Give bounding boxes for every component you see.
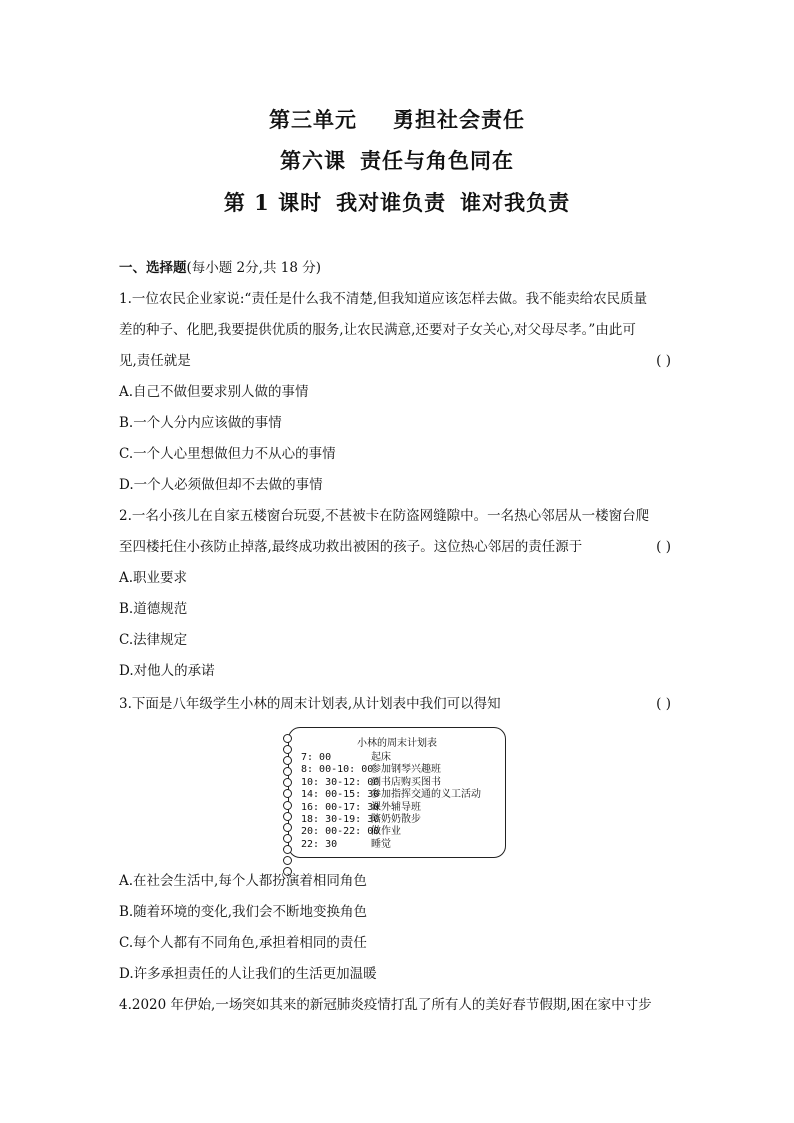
schedule-activity: 起床 (371, 752, 391, 763)
lesson-number: 第六课 (280, 148, 346, 173)
period-name-b: 谁对我负责 (460, 190, 571, 215)
schedule-time: 18: 30-19: 30 (301, 814, 380, 826)
q1-option-b: B.一个人分内应该做的事情 (119, 415, 282, 431)
question-1 (119, 284, 675, 501)
spiral-ring-icon (283, 856, 292, 865)
spiral-ring-icon (283, 801, 292, 810)
q1-option-a: A.自己不做但要求别人做的事情 (119, 384, 309, 400)
schedule-row (301, 777, 481, 789)
period-name-a: 我对谁负责 (336, 190, 447, 215)
lesson-title (0, 145, 794, 175)
schedule-time: 7: 00 (301, 752, 332, 763)
schedule-row (301, 839, 481, 851)
schedule-row (301, 826, 481, 838)
schedule-activity: 睡觉 (371, 838, 391, 850)
schedule-activity: 做作业 (371, 826, 401, 838)
period-title (0, 187, 794, 217)
section-heading (119, 256, 321, 276)
question-2 (119, 501, 675, 687)
question-3 (119, 689, 675, 720)
period-number: 第 1 课时 (223, 190, 323, 215)
schedule-time: 20: 00-22: 00 (301, 826, 380, 838)
notebook-spiral (283, 734, 293, 878)
schedule-activity: 陪奶奶散步 (371, 814, 421, 826)
q3-stem-line-1: 3.下面是八年级学生小林的周末计划表,从计划表中我们可以得知 (119, 696, 501, 712)
unit-number: 第三单元 (269, 107, 357, 132)
q3-option-d: D.许多承担责任的人让我们的生活更加温暖 (119, 966, 377, 982)
q2-option-b: B.道德规范 (119, 601, 188, 617)
spiral-ring-icon (283, 778, 292, 787)
spiral-ring-icon (283, 834, 292, 843)
schedule-time: 14: 00-15: 30 (301, 789, 380, 801)
question-3-options (119, 866, 675, 1021)
schedule-activity: 参加指挥交通的义工活动 (371, 789, 481, 801)
spiral-ring-icon (283, 789, 292, 798)
schedule-title: 小林的周末计划表 (357, 738, 437, 749)
schedule-rows (301, 752, 481, 851)
schedule-time: 16: 00-17: 30 (301, 801, 380, 813)
q1-stem-line-2: 差的种子、化肥,我要提供优质的服务,让农民满意,还要对子女关心,对父母尽孝。”由此可 (119, 322, 636, 338)
spiral-ring-icon (283, 812, 292, 821)
schedule-activity: 参加钢琴兴趣班 (371, 764, 441, 776)
spiral-ring-icon (283, 767, 292, 776)
schedule-row (301, 752, 481, 764)
q3-answer-blank: ( ) (656, 696, 671, 712)
section-note: (每小题 2分,共 18 分) (186, 260, 321, 276)
unit-title (0, 104, 794, 134)
q3-option-b: B.随着环境的变化,我们会不断地变换角色 (119, 904, 368, 920)
spiral-ring-icon (283, 845, 292, 854)
q2-answer-blank: ( ) (656, 539, 671, 555)
q2-stem-line-2: 至四楼托住小孩防止掉落,最终成功救出被困的孩子。这位热心邻居的责任源于 (119, 539, 583, 555)
q1-option-c: C.一个人心里想做但力不从心的事情 (119, 446, 336, 462)
q2-option-c: C.法律规定 (119, 632, 188, 648)
schedule-time: 10: 30-12: 00 (301, 776, 380, 788)
schedule-row (301, 802, 481, 814)
q3-option-a: A.在社会生活中,每个人都扮演着相同角色 (119, 873, 367, 889)
q2-stem-line-1: 2.一名小孩儿在自家五楼窗台玩耍,不甚被卡在防盗网缝隙中。一名热心邻居从一楼窗台爬 (119, 508, 650, 524)
q1-option-d: D.一个人必须做但却不去做的事情 (119, 477, 323, 493)
q2-option-a: A.职业要求 (119, 570, 188, 586)
schedule-activity: 课外辅导班 (371, 801, 421, 813)
unit-name: 勇担社会责任 (393, 107, 525, 132)
q1-stem-line-3: 见,责任就是 (119, 353, 191, 369)
q1-stem-line-1: 1.一位农民企业家说:“责任是什么我不清楚,但我知道应该怎样去做。我不能卖给农民质量 (119, 291, 648, 307)
schedule-activity: 到书店购买图书 (371, 776, 441, 788)
weekend-schedule-card (288, 727, 506, 858)
section-label: 一、选择题 (119, 260, 187, 276)
schedule-row (301, 814, 481, 826)
schedule-time: 22: 30 (301, 838, 338, 850)
schedule-row (301, 789, 481, 801)
lesson-name: 责任与角色同在 (360, 148, 514, 173)
q4-stem-line-1: 4.2020 年伊始,一场突如其来的新冠肺炎疫情打乱了所有人的美好春节假期,困在家中寸步 (119, 997, 652, 1013)
spiral-ring-icon (283, 823, 292, 832)
q3-option-c: C.每个人都有不同角色,承担着相同的责任 (119, 935, 367, 951)
schedule-time: 8: 00-10: 00 (301, 764, 374, 776)
schedule-row (301, 764, 481, 776)
q2-option-d: D.对他人的承诺 (119, 663, 215, 679)
q1-answer-blank: ( ) (656, 353, 671, 369)
spiral-ring-icon (283, 756, 292, 765)
